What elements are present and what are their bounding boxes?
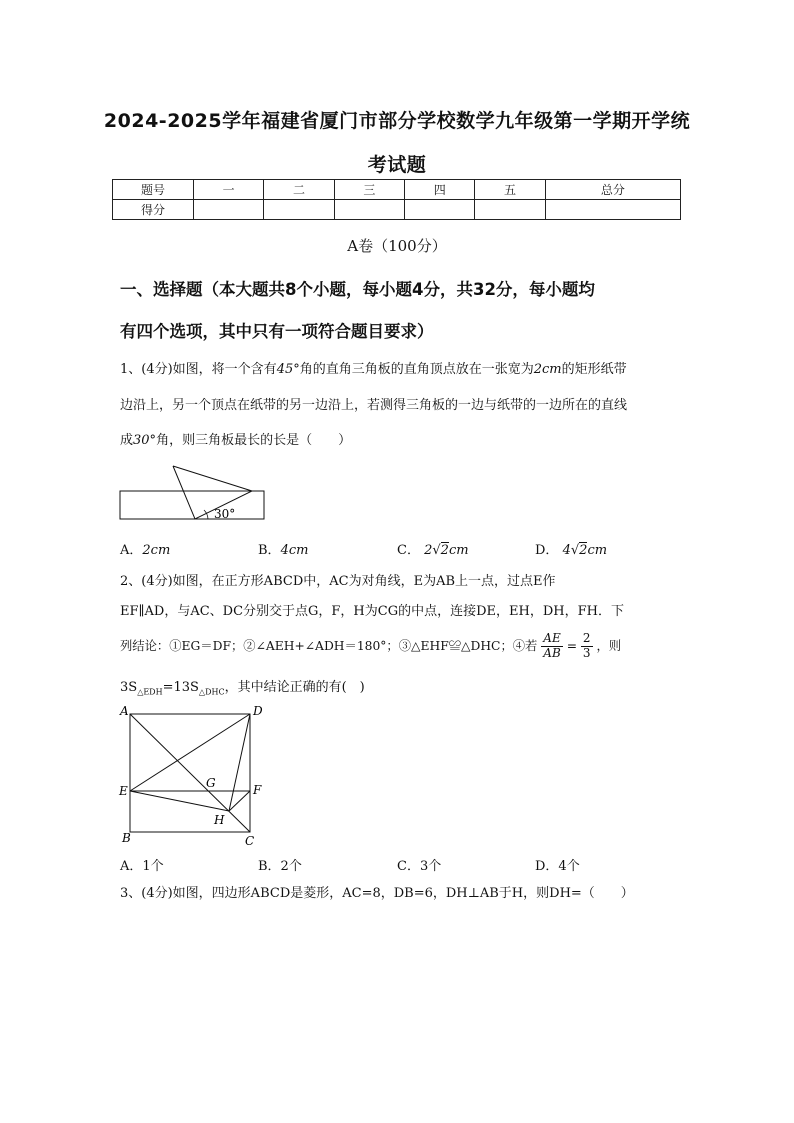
q2-text: 3S — [120, 680, 138, 695]
q1-option-d-unit: cm — [587, 543, 608, 558]
q1-text: 角的直角三角板的直角顶点放在一张宽为 — [299, 362, 534, 377]
q1-option-c-label: C． — [397, 543, 420, 558]
score-input-cell[interactable] — [405, 200, 475, 220]
q1-angle-label: 30° — [214, 507, 236, 521]
q2-label-c: C — [245, 834, 255, 848]
q2-line-fh — [229, 791, 250, 811]
q1-option-c-radicand: 2 — [440, 543, 449, 558]
q2-label-g: G — [206, 776, 216, 790]
q1-option-b[interactable] — [258, 539, 308, 558]
q2-label-d: D — [253, 704, 263, 718]
q2-line-de — [130, 714, 250, 791]
q1-option-c[interactable] — [397, 539, 469, 558]
score-header-cell: 二 — [264, 180, 334, 200]
q2-line-eh — [130, 791, 229, 811]
score-input-cell[interactable] — [475, 200, 545, 220]
q1-figure — [118, 462, 268, 524]
q2-label-e: E — [119, 784, 128, 798]
score-table — [112, 179, 681, 220]
q2-subscript: △DHC — [198, 687, 225, 697]
page-title-line2: 考试题 — [367, 154, 427, 176]
q1-line3 — [120, 434, 351, 447]
q1-text: 1、(4分)如图，将一个含有 — [120, 362, 277, 377]
score-header-cell: 题号 — [113, 180, 194, 200]
q1-line2: 边沿上，另一个顶点在纸带的另一边沿上，若测得三角板的一边与纸带的一边所在的直线 — [120, 398, 628, 413]
q2-fraction-two-thirds — [581, 632, 593, 661]
q2-label-a: A — [120, 704, 129, 718]
q2-option-d[interactable]: D．4个 — [535, 859, 580, 874]
q2-fraction-ae-ab — [541, 632, 562, 661]
score-header-cell: 总分 — [545, 180, 680, 200]
q1-option-a-value: 2cm — [142, 543, 171, 558]
q2-line4 — [120, 681, 365, 697]
q1-text: 成 — [120, 433, 134, 448]
q2-text: ，则 — [596, 639, 622, 654]
q2-fraction-numerator: AE — [541, 632, 562, 647]
score-input-cell[interactable] — [264, 200, 334, 220]
q1-option-d[interactable] — [535, 539, 607, 558]
q2-line2: EF∥AD，与AC、DC分别交于点G，F，H为CG的中点，连接DE，EH，DH，FH．下 — [120, 604, 624, 619]
q2-text: 列结论：①EG＝DF；②∠AEH+∠ADH＝180°；③△EHF≌△DHC；④若 — [120, 639, 538, 654]
volume-label: A卷（100分） — [347, 237, 447, 255]
q1-option-c-unit: cm — [448, 543, 469, 558]
q1-line1 — [120, 363, 627, 376]
q2-subscript: △EDH — [137, 687, 163, 697]
page-title-line1: 2024-2025学年福建省厦门市部分学校数学九年级第一学期开学统 — [103, 110, 691, 132]
q2-line-dh — [229, 714, 250, 811]
q2-option-b[interactable]: B．2个 — [258, 859, 302, 874]
score-header-cell: 三 — [334, 180, 404, 200]
q1-option-d-coef: 4 — [562, 543, 571, 558]
q1-text: 角，则三角板最长的长是（ ） — [156, 433, 352, 448]
score-row-label: 得分 — [113, 200, 194, 220]
q2-fraction2-denominator: 3 — [582, 645, 591, 660]
q1-triangle — [173, 466, 252, 519]
q2-line1: 2、(4分)如图，在正方形ABCD中，AC为对角线，E为AB上一点，过点E作 — [120, 574, 556, 589]
q2-fraction2-numerator: 2 — [582, 631, 591, 645]
q1-degree-30: 30° — [133, 433, 157, 448]
score-header-cell: 五 — [475, 180, 545, 200]
q1-width-value: 2cm — [533, 362, 562, 377]
q2-text: =13S — [162, 680, 199, 695]
q2-line3 — [120, 632, 621, 661]
q1-text: 的矩形纸带 — [561, 362, 627, 377]
sqrt-symbol-icon: √ — [432, 543, 441, 558]
score-table-header-row — [113, 180, 681, 200]
q1-option-a[interactable] — [120, 539, 170, 558]
score-input-cell[interactable] — [194, 200, 264, 220]
q2-label-f: F — [253, 783, 262, 797]
q1-option-d-radicand: 2 — [579, 543, 588, 558]
q1-option-b-label: B． — [258, 543, 281, 558]
q2-label-h: H — [214, 813, 225, 827]
q2-text: ，其中结论正确的有( ) — [224, 680, 365, 695]
score-header-cell: 一 — [194, 180, 264, 200]
score-table-score-row — [113, 200, 681, 220]
section1-heading-line1: 一、选择题（本大题共8个小题，每小题4分，共32分，每小题均 — [120, 280, 595, 299]
q2-equals: = — [566, 639, 577, 654]
q2-diagonal-ac — [130, 714, 250, 832]
q2-option-a[interactable]: A．1个 — [120, 859, 164, 874]
score-input-cell[interactable] — [334, 200, 404, 220]
q3-line1: 3、(4分)如图，四边形ABCD是菱形，AC=8，DB=6，DH⊥AB于H，则DH=（ ） — [120, 886, 634, 901]
q2-option-c[interactable]: C．3个 — [397, 859, 442, 874]
q1-option-c-coef: 2 — [424, 543, 433, 558]
score-input-cell[interactable] — [545, 200, 680, 220]
q1-option-d-label: D． — [535, 543, 559, 558]
section1-heading-line2: 有四个选项，其中只有一项符合题目要求） — [120, 322, 434, 341]
q1-option-b-value: 4cm — [280, 543, 309, 558]
q2-label-b: B — [122, 831, 131, 845]
score-header-cell: 四 — [405, 180, 475, 200]
q1-option-a-label: A． — [120, 543, 143, 558]
q2-figure — [112, 700, 272, 850]
q1-degree-45: 45° — [276, 362, 300, 377]
q2-fraction-denominator: AB — [543, 645, 561, 660]
sqrt-symbol-icon: √ — [570, 543, 580, 558]
